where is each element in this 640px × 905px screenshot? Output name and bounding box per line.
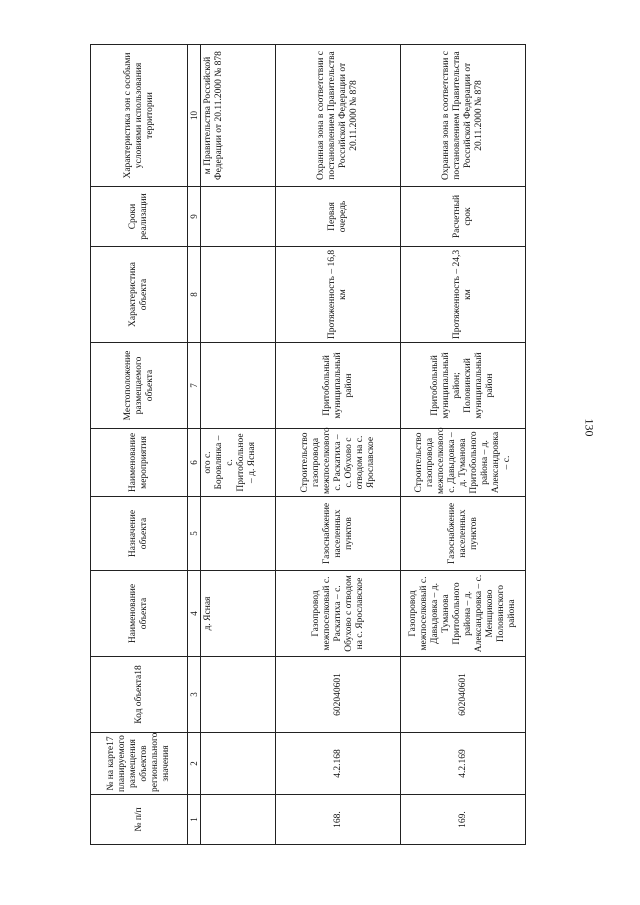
objects-table — [90, 44, 526, 845]
cell-name: д. Ясная — [201, 571, 276, 657]
cell-n: 168. — [276, 795, 401, 845]
cell-measure: ого с. Боровлянка – с. Притобольное – д. Ясная — [201, 429, 276, 497]
cell-name: Газопровод межпоселковый с. Раскатиха – с. Обухово с отводом на с. Ярославское — [276, 571, 401, 657]
cell-zones: м Правительства Российской Федерации от 20.11.2000 № 878 — [201, 45, 276, 187]
cell-characteristic: Протяженность – 24,3 км — [401, 247, 526, 343]
cell-location: Притобольный муниципальный район; Половинский муниципальный район — [401, 343, 526, 429]
cell-term: Первая очередь — [276, 187, 401, 247]
cell-purpose: Газоснабжение населенных пунктов — [276, 497, 401, 571]
header-cell: № на карте17 планируемого размещения объектов регионального значения — [91, 733, 188, 795]
rotated-table-container — [90, 45, 560, 845]
cell-location — [201, 343, 276, 429]
column-number: 3 — [188, 657, 201, 733]
header-cell: Код объекта18 — [91, 657, 188, 733]
cell-location: Притобольный муниципальный район — [276, 343, 401, 429]
cell-code — [201, 657, 276, 733]
header-cell: Наименование объекта — [91, 571, 188, 657]
cell-purpose: Газоснабжение населенных пунктов — [401, 497, 526, 571]
cell-purpose — [201, 497, 276, 571]
header-cell: Назначение объекта — [91, 497, 188, 571]
cell-characteristic — [201, 247, 276, 343]
column-number: 7 — [188, 343, 201, 429]
table-row — [201, 45, 276, 845]
header-cell: № п/п — [91, 795, 188, 845]
header-cell: Характеристика объекта — [91, 247, 188, 343]
table-row — [276, 45, 401, 845]
column-number-row — [188, 45, 201, 845]
column-number: 9 — [188, 187, 201, 247]
column-number: 10 — [188, 45, 201, 187]
cell-name: Газопровод межпоселковый с. Давыдовка – д. Туманова Притобольного района – д. Александровка – с. Менщиково Половинского района — [401, 571, 526, 657]
header-cell: Местоположение размещаемого объекта — [91, 343, 188, 429]
cell-n: 169. — [401, 795, 526, 845]
table-row — [401, 45, 526, 845]
cell-measure: Строительство газопровода межпоселкового с. Раскатиха – с. Обухово с отводом на с. Ярославское — [276, 429, 401, 497]
header-cell: Наименование мероприятия — [91, 429, 188, 497]
page-number: 130 — [582, 418, 597, 437]
column-number: 2 — [188, 733, 201, 795]
cell-code: 602040601 — [401, 657, 526, 733]
cell-code: 602040601 — [276, 657, 401, 733]
header-cell: Сроки реализации — [91, 187, 188, 247]
cell-n — [201, 795, 276, 845]
cell-zones: Охранная зона в соответствии с постановлением Правительства Российской Федерации от 20.11.2000 № 878 — [401, 45, 526, 187]
header-cell: Характеристика зон с особыми условиями использования территории — [91, 45, 188, 187]
header-row — [91, 45, 188, 845]
cell-term: Расчетный срок — [401, 187, 526, 247]
column-number: 1 — [188, 795, 201, 845]
cell-map-no — [201, 733, 276, 795]
cell-measure: Строительство газопровода межпоселкового с. Давыдовка – д. Туманова Притобольного района – д. Александровка – с. — [401, 429, 526, 497]
column-number: 5 — [188, 497, 201, 571]
column-number: 4 — [188, 571, 201, 657]
cell-term — [201, 187, 276, 247]
cell-map-no: 4.2.169 — [401, 733, 526, 795]
column-number: 8 — [188, 247, 201, 343]
column-number: 6 — [188, 429, 201, 497]
cell-map-no: 4.2.168 — [276, 733, 401, 795]
rotated-table-inner — [90, 45, 560, 845]
cell-zones: Охранная зона в соответствии с постановлением Правительства Российской Федерации от 20.11.2000 № 878 — [276, 45, 401, 187]
cell-characteristic: Протяженность – 16,8 км — [276, 247, 401, 343]
